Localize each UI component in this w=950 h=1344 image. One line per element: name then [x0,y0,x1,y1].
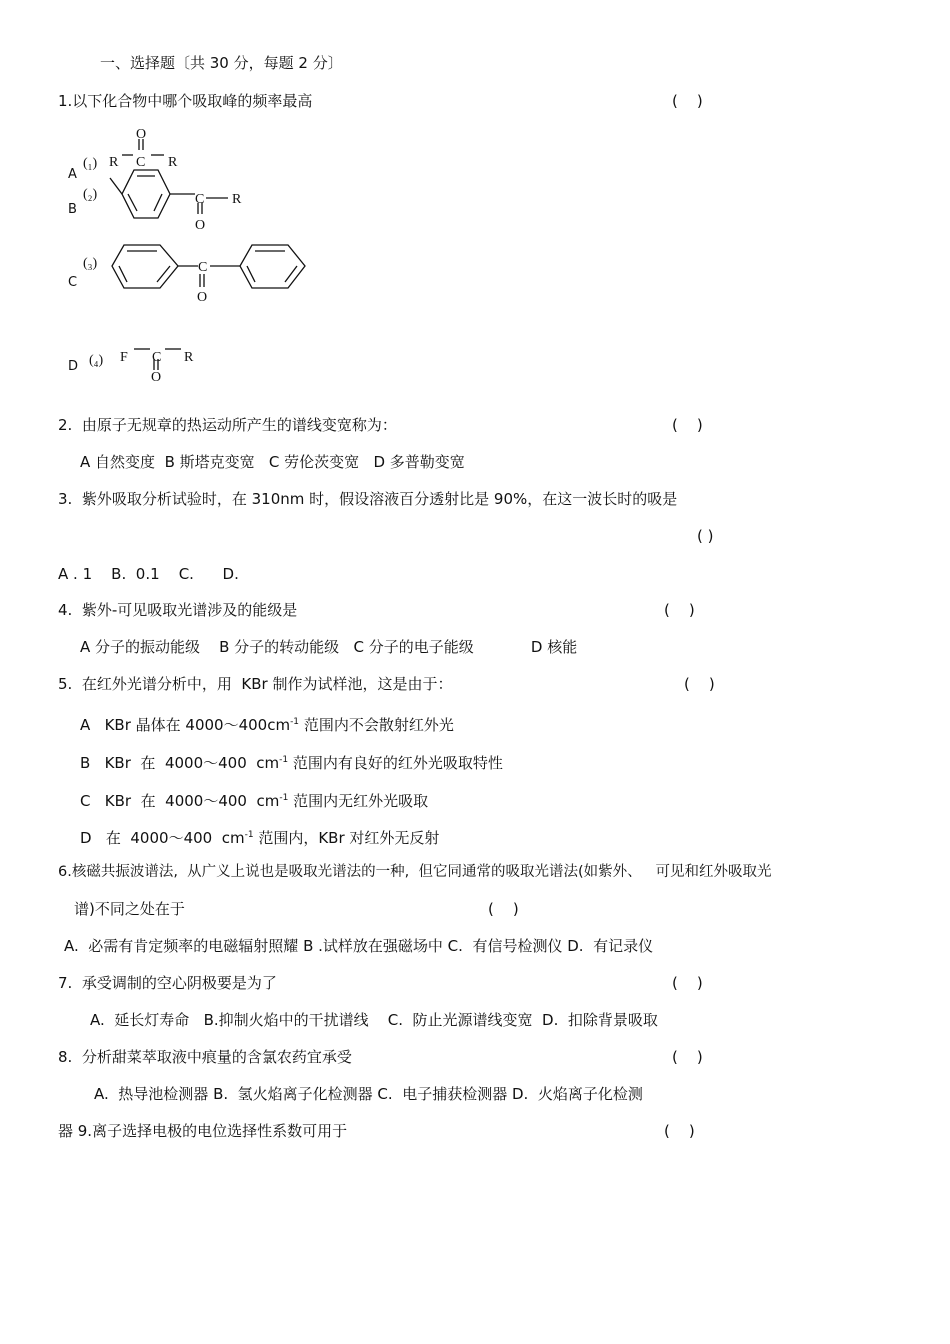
s3-number: (₃) [83,256,98,271]
s2-number: (₂) [83,187,98,202]
s1-r-left: R [109,155,119,170]
q6-stem-line1: 6.核磁共振波谱法, 从广义上说也是吸取光谱法的一种, 但它同通常的吸取光谱法(如紫外、 可见和红外吸取光 [58,864,772,880]
q8-answer-paren: ( ) [672,1048,703,1066]
q5-stem: 5. 在红外光谱分析中，用 KBr 制作为试样池，这是由于： [58,675,453,693]
q8-options: A. 热导池检测器 B. 氢火焰离子化检测器 C. 电子捕获检测器 D. 火焰离子化检测 [94,1085,643,1103]
s2-r: R [232,192,242,207]
q1-answer-paren: ( ) [672,92,703,110]
q2-answer-paren: ( ) [672,416,703,434]
q1-structures [0,0,950,400]
s2-carbon: C [195,192,205,207]
s3-oxygen: O [197,290,208,305]
s3-carbon: C [198,260,208,275]
s2-oxygen: O [195,218,206,233]
s4-r: R [184,350,194,365]
s3-ring-left-inner-2 [157,266,170,282]
q5-option-b: B KBr 在 4000～400 $cm^{-1}$ 范围内有良好的红外光吸取特性 [80,754,503,772]
q5-option-c: C KBr 在 4000～400 $cm^{-1}$ 范围内无红外光吸取 [80,792,429,810]
q7-stem: 7. 承受调制的空心阴极要是为了 [58,974,277,992]
q9-answer-paren: ( ) [664,1122,695,1140]
q6-answer-paren: ( ) [488,900,519,918]
q3-answer-paren: ( ) [697,527,714,545]
s4-number: (₄) [89,353,104,368]
q6-stem-line2: 谱)不同之处在于 [74,900,185,918]
q1-stem: 1.以下化合物中哪个吸取峰的频率最高 [58,92,313,110]
s4-oxygen: O [151,370,162,385]
s1-oxygen: O [136,127,147,142]
s3-ring-right-inner-3 [247,266,255,282]
q4-stem: 4. 紫外-可见吸取光谱涉及的能级是 [58,601,298,619]
q8-stem: 8. 分析甜菜萃取液中痕量的含氯农药宜承受 [58,1048,352,1066]
s1-r-right: R [168,155,178,170]
q7-options: A. 延长灯寿命 B.抑制火焰中的干扰谱线 C. 防止光源谱线变宽 D. 扣除背景吸取 [90,1011,658,1029]
q5-answer-paren: ( ) [684,675,715,693]
s1-carbon: C [136,155,146,170]
s2-ring-inner-2 [154,194,162,211]
q7-answer-paren: ( ) [672,974,703,992]
q1-option-c-letter: C [68,275,78,290]
q2-stem: 2. 由原子无规章的热运动所产生的谱线变宽称为： [58,416,397,434]
s4-fluorine: F [120,350,128,365]
section-title: 一、选择题〔共 30 分，每题 2 分〕 [100,54,343,72]
s4-carbon: C [152,350,162,365]
s2-bond-to-ring [110,178,122,194]
q6-options: A. 必需有肯定频率的电磁辐射照耀 B .试样放在强磁场中 C. 有信号检测仪 D. 有记录仪 [64,937,654,955]
q4-options: A 分子的振动能级 B 分子的转动能级 C 分子的电子能级 D 核能 [80,638,578,656]
q4-answer-paren: ( ) [664,601,695,619]
q3-stem: 3. 紫外吸取分析试验时，在 310nm 时，假设溶液百分透射比是 90%，在这一波长时的吸是 [58,490,678,508]
s3-ring-left-inner-3 [119,266,127,282]
s1-number: (₁) [83,156,98,171]
q1-option-d-letter: D [68,359,79,374]
q3-options: A . 1 B. 0.1 C. D. [58,565,239,583]
q1-option-b-letter: B [68,202,77,217]
q1-option-a-letter: A [68,167,77,182]
q2-options: A 自然变度 B 斯塔克变宽 C 劳伦茨变宽 D 多普勒变宽 [80,453,465,471]
q5-option-d: D 在 4000～400 $cm^{-1}$ 范围内，KBr 对红外无反射 [80,829,440,847]
s2-benzene-ring [122,170,170,218]
q5-option-a: A KBr 晶体在 $4000\sim 400cm^{-1}$ 范围内不会散射红外光 [80,716,454,734]
q8-options-continuation: 器 9.离子选择电极的电位选择性系数可用于 [58,1122,348,1140]
